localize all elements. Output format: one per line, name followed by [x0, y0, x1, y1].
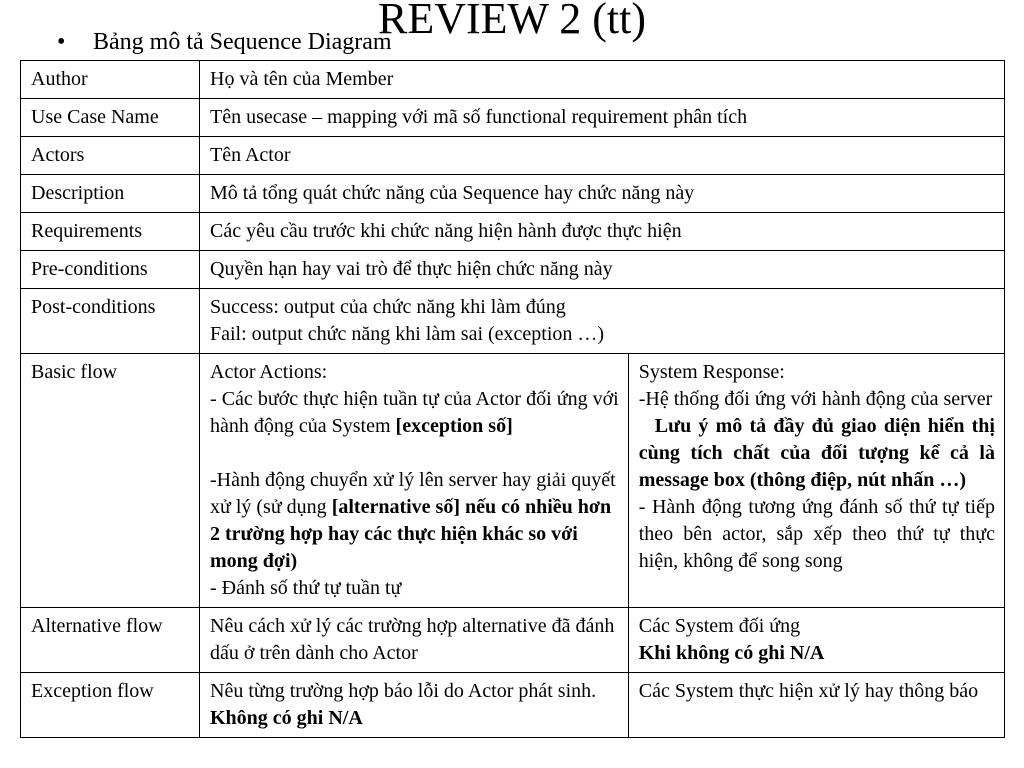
- table-row: [21, 137, 1005, 175]
- row-label-exception-flow: Exception flow: [21, 673, 200, 738]
- exception-flow-system: Các System thực hiện xử lý hay thông báo: [628, 673, 1004, 738]
- actor-step-1-emphasis: [exception số]: [395, 415, 513, 437]
- table-row: [21, 608, 1005, 673]
- system-response-line-1: -Hệ thống đối ứng với hành động của server: [638, 388, 993, 410]
- row-value-description: Mô tả tổng quát chức năng của Sequence hay chức năng này: [200, 175, 1005, 213]
- row-value-use-case-name: Tên usecase – mapping với mã số functional requirement phân tích: [200, 99, 1005, 137]
- post-condition-fail: Fail: output chức năng khi làm sai (exception …): [210, 323, 605, 345]
- row-label-author: Author: [21, 61, 200, 99]
- table-row: [21, 354, 1005, 608]
- table-row: [21, 175, 1005, 213]
- exception-flow-actor: [200, 673, 629, 738]
- row-label-use-case-name: Use Case Name: [21, 99, 200, 137]
- actor-step-3: - Đánh số thứ tự tuần tự: [210, 577, 402, 599]
- row-label-post-conditions: Post-conditions: [21, 289, 200, 354]
- alternative-system-text: Các System đối ứng: [638, 615, 801, 637]
- system-response-heading: System Response:: [638, 361, 785, 383]
- row-label-basic-flow: Basic flow: [21, 354, 200, 608]
- alternative-flow-actor: Nêu cách xử lý các trường hợp alternative đã đánh dấu ở trên dành cho Actor: [200, 608, 629, 673]
- actor-actions-heading: Actor Actions:: [210, 361, 328, 383]
- table-row: [21, 99, 1005, 137]
- table-row: [21, 289, 1005, 354]
- basic-flow-system-response: [628, 354, 1004, 608]
- bullet-text: Bảng mô tả Sequence Diagram: [93, 29, 392, 55]
- table-row: [21, 673, 1005, 738]
- system-response-note: Lưu ý mô tả đầy đủ giao diện hiển thị cùng tích chất của đối tượng kể cả là message box (thông điệp, nút nhấn …): [638, 415, 995, 491]
- sequence-description-table: [20, 60, 1005, 738]
- system-response-line-2: - Hành động tương ứng đánh số thứ tự tiếp theo bên actor, sắp xếp theo thứ tự thực hiện, không để song song: [638, 496, 995, 572]
- row-label-pre-conditions: Pre-conditions: [21, 251, 200, 289]
- row-label-description: Description: [21, 175, 200, 213]
- exception-actor-na: Không có ghi N/A: [210, 707, 363, 729]
- actor-step-2-text: -Hành động chuyển xử lý lên server hay giải quyết xử lý (sử dụng: [210, 469, 616, 518]
- basic-flow-actor-actions: [200, 354, 629, 608]
- actor-step-2: [210, 467, 619, 575]
- alternative-flow-system: [628, 608, 1004, 673]
- exception-actor-text: Nêu từng trường hợp báo lỗi do Actor phát sinh.: [210, 680, 597, 702]
- row-value-author: Họ và tên của Member: [200, 61, 1005, 99]
- actor-step-2-emphasis: [alternative số] nếu có nhiều hơn 2 trường hợp hay các thực hiện khác so với mong đợi): [210, 496, 612, 572]
- alternative-system-na: Khi không có ghi N/A: [638, 642, 825, 664]
- bullet-item: [57, 27, 392, 57]
- actor-step-1-text: - Các bước thực hiện tuần tự của Actor đối ứng với hành động của System: [210, 388, 619, 437]
- slide-title: REVIEW 2 (tt): [377, 0, 647, 43]
- row-label-alternative-flow: Alternative flow: [21, 608, 200, 673]
- table-row: [21, 213, 1005, 251]
- post-condition-success: Success: output của chức năng khi làm đúng: [210, 296, 566, 318]
- bullet-marker: •: [57, 29, 66, 55]
- blank-line: [210, 440, 619, 467]
- row-value-actors: Tên Actor: [200, 137, 1005, 175]
- row-label-actors: Actors: [21, 137, 200, 175]
- row-value-pre-conditions: Quyền hạn hay vai trò để thực hiện chức năng này: [200, 251, 1005, 289]
- table-row: [21, 251, 1005, 289]
- row-value-post-conditions: [200, 289, 1005, 354]
- row-value-requirements: Các yêu cầu trước khi chức năng hiện hành được thực hiện: [200, 213, 1005, 251]
- row-label-requirements: Requirements: [21, 213, 200, 251]
- table-row: [21, 61, 1005, 99]
- actor-step-1: [210, 386, 619, 440]
